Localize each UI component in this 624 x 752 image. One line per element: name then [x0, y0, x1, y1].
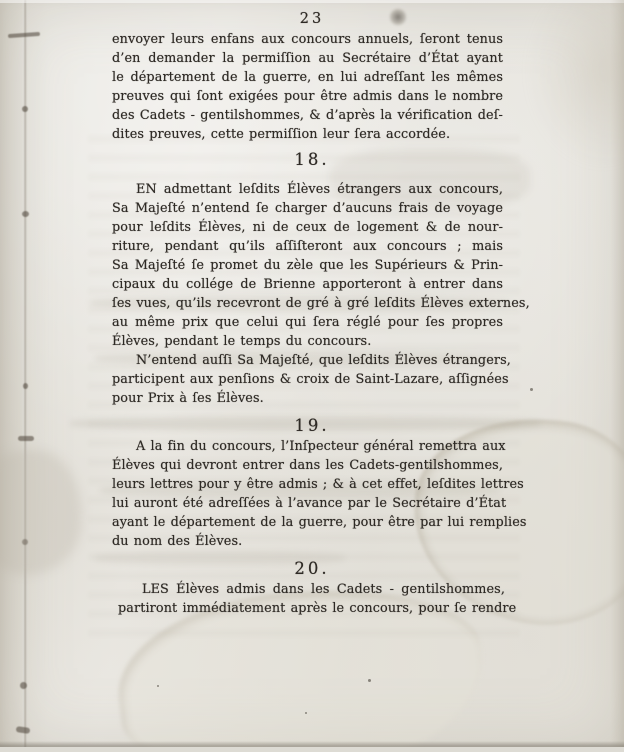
ink-speck [157, 685, 159, 687]
text-line: preuves qui ſont exigées pour être admis dans le nombre [112, 89, 503, 104]
stitch-mark [22, 539, 28, 545]
stitch-mark [8, 32, 40, 38]
page-bottom-edge [0, 741, 624, 747]
text-line: pour leſdits Élèves, ni de ceux de logement & de nour- [112, 220, 503, 235]
stitch-mark [23, 383, 28, 389]
text-line: des Cadets - gentilshommes, & d’après la vérification deſ- [112, 108, 503, 123]
section-18-heading: 18. [294, 150, 330, 169]
text-line: d’en demander la permiſſion au Secrétaire d’État ayant [112, 51, 503, 66]
text-line: pour Prix à ſes Élèves. [112, 391, 264, 406]
text-line: Sa Majeſté n’entend ſe charger d’aucuns frais de voyage [112, 201, 503, 216]
paragraph-section-18 [112, 180, 530, 351]
paragraph-intro [112, 30, 503, 144]
binding-gutter-shade [0, 0, 48, 752]
text-line: EN admettant leſdits Élèves étrangers aux concours, [136, 182, 503, 197]
text-line: A la fin du concours, l’Inſpecteur général remettra aux [136, 439, 506, 454]
ink-speck [305, 712, 307, 714]
page-top-edge [0, 0, 624, 3]
text-line: Élèves qui devront entrer dans les Cadets-gentilshommes, [112, 458, 503, 473]
page-bottom-edge [0, 747, 624, 752]
text-line: le département de la guerre, en lui adreſſant les mêmes [112, 70, 503, 85]
text-line: LES Élèves admis dans les Cadets - gentilshommes, [142, 582, 505, 597]
stitch-mark [22, 211, 29, 217]
text-line: ſes vues, qu’ils recevront de gré à gré leſdits Élèves externes, [112, 296, 530, 311]
stitch-mark [20, 682, 27, 689]
text-line: partiront immédiatement après le concours, pour ſe rendre [118, 601, 517, 616]
section-20-heading: 20. [294, 559, 330, 578]
paragraph-section-20 [118, 580, 517, 618]
text-line: dites preuves, cette permiſſion leur ſera accordée. [112, 127, 451, 142]
page-number: 23 [299, 11, 325, 27]
page-right-edge [610, 0, 624, 752]
text-line: riture, pendant qu’ils aſſiſteront aux concours ; mais [112, 239, 503, 254]
stitch-mark [16, 726, 31, 734]
text-line: cipaux du collége de Brienne apporteront à entrer dans [112, 277, 503, 292]
section-19-heading: 19. [294, 416, 330, 435]
stitch-mark [22, 106, 28, 112]
text-line: ayant le département de la guerre, pour être par lui remplies [112, 515, 527, 530]
text-line: du nom des Élèves. [112, 534, 243, 549]
ink-speck [368, 679, 371, 682]
text-line: lui auront été adreſſées à l’avance par le Secrétaire d’État [112, 496, 507, 511]
text-line: N’entend auſſi Sa Majeſté, que leſdits Élèves étrangers, [136, 353, 511, 368]
text-line: au même prix que celui qui ſera réglé pour ſes propres [112, 315, 503, 330]
text-line: participent aux penſions & croix de Saint-Lazare, aſſignées [112, 372, 509, 387]
text-line: Sa Majeſté ſe promet du zèle que les Supérieurs & Prin- [112, 258, 503, 273]
water-stain [0, 450, 82, 575]
text-line: envoyer leurs enfans aux concours annuels, ſeront tenus [112, 32, 503, 47]
paragraph-section-18-second [112, 351, 511, 408]
text-line: leurs lettres pour y être admis ; & à cet effet, leſdites lettres [112, 477, 524, 492]
text-line: Élèves, pendant le temps du concours. [112, 334, 372, 349]
paragraph-section-19 [112, 437, 527, 551]
ink-speck [530, 388, 533, 391]
stitch-mark [18, 436, 34, 441]
binding-crease [23, 0, 27, 752]
